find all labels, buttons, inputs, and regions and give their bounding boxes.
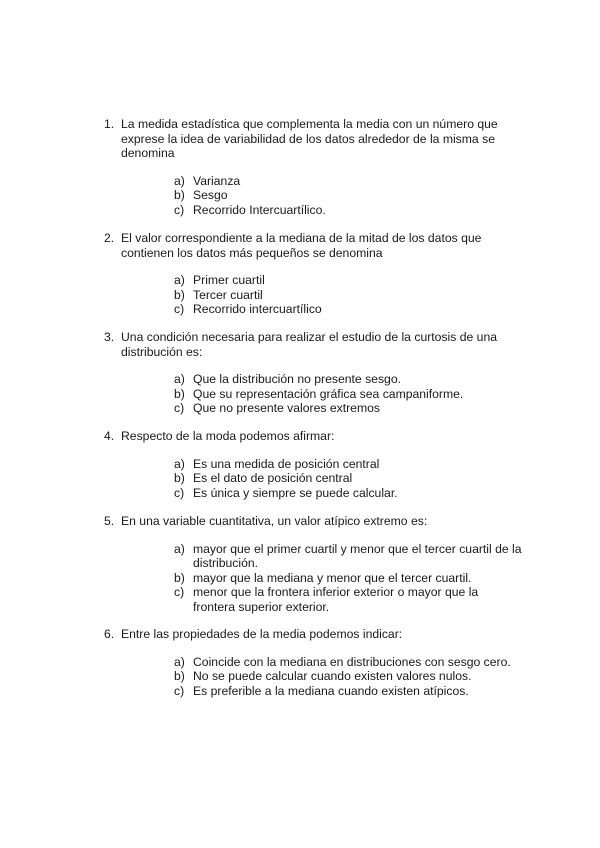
option-text: Que no presente valores extremos bbox=[193, 401, 380, 415]
option-text: Es preferible a la mediana cuando existen atípicos. bbox=[193, 683, 469, 698]
question-3 bbox=[104, 330, 524, 416]
option-text: Primer cuartil bbox=[193, 273, 265, 287]
option-text: mayor que el primer cuartil y menor que el tercer cuartil de la distribución. bbox=[193, 541, 522, 570]
option-text: Es el dato de posición central bbox=[193, 471, 353, 485]
option-text: Recorrido intercuartílico bbox=[193, 302, 322, 316]
option-letter: c) bbox=[174, 683, 185, 698]
option-text: Recorrido Intercuartílico. bbox=[193, 202, 326, 217]
option-letter: b) bbox=[174, 471, 185, 485]
option-letter: a) bbox=[174, 456, 185, 471]
option-b bbox=[174, 188, 523, 203]
option-text: Sesgo bbox=[193, 188, 228, 202]
option-letter: b) bbox=[174, 188, 185, 202]
question-number: 5. bbox=[104, 514, 115, 528]
option-b bbox=[174, 471, 523, 486]
option-text: Es una medida de posición central bbox=[193, 456, 380, 471]
option-a bbox=[174, 372, 523, 387]
option-c bbox=[174, 486, 523, 501]
option-b bbox=[174, 288, 523, 303]
options-list bbox=[104, 457, 524, 501]
options-list bbox=[104, 273, 524, 317]
option-text: Es única y siempre se puede calcular. bbox=[193, 485, 398, 500]
question-number: 6. bbox=[104, 627, 115, 641]
option-text: Tercer cuartil bbox=[193, 287, 263, 302]
options-list bbox=[104, 372, 524, 416]
option-letter: b) bbox=[174, 287, 185, 302]
option-text: Coincide con la mediana en distribuciones con sesgo cero. bbox=[193, 654, 511, 669]
option-text: Que la distribución no presente sesgo. bbox=[193, 372, 401, 386]
question-header bbox=[104, 627, 524, 642]
question-header bbox=[104, 231, 524, 260]
question-5 bbox=[104, 514, 524, 614]
option-letter: c) bbox=[174, 202, 185, 217]
options-list bbox=[104, 542, 524, 615]
option-letter: c) bbox=[174, 302, 185, 316]
option-a bbox=[174, 457, 523, 472]
question-text: El valor correspondiente a la mediana de la mitad de los datos que contienen los datos más pequeños se denomina bbox=[121, 231, 482, 260]
option-a bbox=[174, 273, 523, 288]
option-text: Varianza bbox=[193, 173, 241, 188]
option-letter: a) bbox=[174, 173, 185, 188]
option-letter: c) bbox=[174, 585, 185, 599]
question-header bbox=[104, 514, 524, 529]
option-a bbox=[174, 542, 523, 571]
question-number: 4. bbox=[104, 429, 115, 443]
option-b bbox=[174, 669, 523, 684]
question-2 bbox=[104, 231, 524, 317]
question-text: La medida estadística que complementa la media con un número que exprese la idea de variabilidad de los datos alrededor de la misma se denomina bbox=[121, 117, 498, 160]
option-letter: b) bbox=[174, 570, 185, 585]
question-header bbox=[104, 330, 524, 359]
option-text: mayor que la mediana y menor que el tercer cuartil. bbox=[193, 570, 472, 585]
option-c bbox=[174, 302, 523, 317]
option-text: Que su representación gráfica sea campaniforme. bbox=[193, 386, 464, 401]
option-letter: a) bbox=[174, 541, 185, 556]
option-b bbox=[174, 571, 523, 586]
question-number: 2. bbox=[104, 231, 115, 245]
question-1 bbox=[104, 117, 524, 217]
options-list bbox=[104, 174, 524, 218]
option-text: menor que la frontera inferior exterior o mayor que la frontera superior exterior. bbox=[193, 585, 479, 614]
option-c bbox=[174, 585, 523, 614]
question-header bbox=[104, 117, 524, 161]
option-letter: c) bbox=[174, 485, 185, 500]
question-header bbox=[104, 429, 524, 444]
option-letter: b) bbox=[174, 386, 185, 401]
question-text: Entre las propiedades de la media podemos indicar: bbox=[121, 627, 403, 641]
option-letter: a) bbox=[174, 372, 185, 386]
option-letter: a) bbox=[174, 654, 185, 669]
question-text: En una variable cuantitativa, un valor atípico extremo es: bbox=[121, 514, 428, 528]
option-c bbox=[174, 203, 523, 218]
option-letter: a) bbox=[174, 273, 185, 287]
option-c bbox=[174, 684, 523, 699]
options-list bbox=[104, 655, 524, 699]
option-a bbox=[174, 174, 523, 189]
option-letter: c) bbox=[174, 401, 185, 415]
question-number: 1. bbox=[104, 117, 115, 131]
option-b bbox=[174, 387, 523, 402]
question-text: Respecto de la moda podemos afirmar: bbox=[121, 429, 335, 443]
question-number: 3. bbox=[104, 330, 115, 344]
question-6 bbox=[104, 627, 524, 698]
option-letter: b) bbox=[174, 669, 185, 683]
option-a bbox=[174, 655, 523, 670]
option-c bbox=[174, 401, 523, 416]
option-text: No se puede calcular cuando existen valores nulos. bbox=[193, 669, 472, 683]
question-text: Una condición necesaria para realizar el estudio de la curtosis de una distribución es: bbox=[121, 330, 498, 359]
question-4 bbox=[104, 429, 524, 500]
